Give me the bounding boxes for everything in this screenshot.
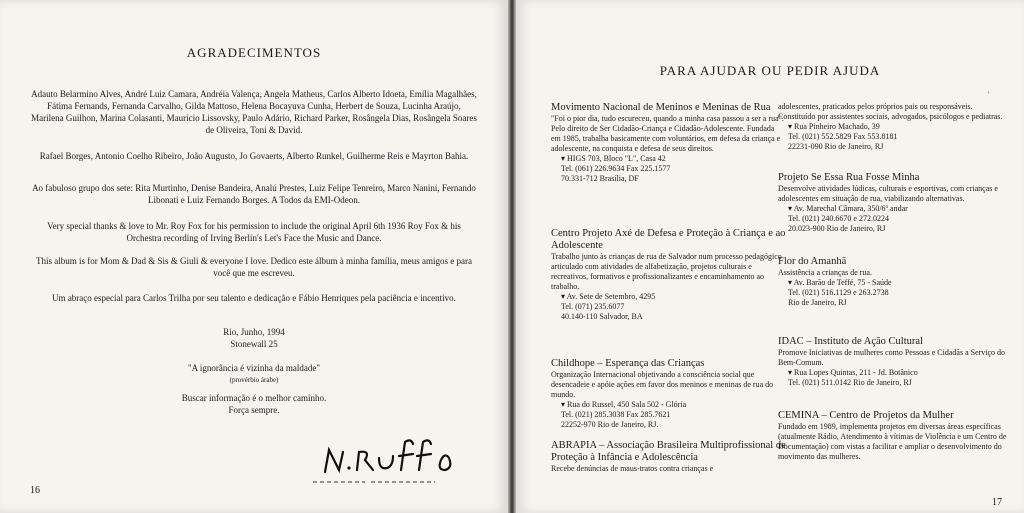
org-address: ▾ Rua Lopes Quintas, 211 - Jd. Botânico	[788, 368, 918, 377]
date-block	[30, 326, 478, 350]
org-name: Movimento Nacional de Meninos e Meninas de Rua	[551, 102, 771, 113]
left-page	[0, 0, 508, 513]
org-description: Recebe denúncias de maus-tratos contra crianças e	[551, 464, 714, 473]
org-description: Desenvolve atividades lúdicas, culturais e esportivas, com crianças e adolescentes em situação de rua, viabilizando alternativas.	[778, 184, 998, 203]
info-line: Buscar informação é o melhor caminho.	[181, 393, 327, 403]
org-city: 20.023-900 Rio de Janeiro, RJ	[788, 224, 886, 233]
org-address: ▾ Rua do Russel, 450 Sala 502 - Glória	[561, 400, 687, 409]
org-description: Organização Internacional objetivando a consciência social que desencadeie e apóie ações em favor dos meninos e meninas de rua do mundo.	[551, 370, 774, 399]
org-entry	[551, 228, 786, 322]
org-city: 70.331-712 Brasília, DF	[561, 174, 639, 183]
org-name: ABRAPIA – Associação Brasileira Multiprofissional de Proteção à Infância e Adolescência	[551, 440, 786, 463]
org-description: "Foi o pior dia, tudo escureceu, quando a minha casa passou a ser a rua". Pelo direito de Ser Cidadão-Criança e Cidadão-Adolescente. Fundada em 1985, trabalha basicamente com voluntários, em defesa da criança e adolescente, na conquista e defesa de seus direitos.	[551, 114, 784, 153]
org-description: Trabalho junto às crianças de rua de Salvador num processo pedagógico articulado com atividades de alfabetização, projetos culturais e recreativos, formativos e profissionalizantes e encaminhamento ao trabalho.	[551, 252, 782, 291]
help-title: PARA AJUDAR OU PEDIR AJUDA	[659, 63, 881, 78]
handwritten-signature	[305, 430, 485, 490]
quote-block	[30, 362, 478, 386]
org-entry	[551, 102, 786, 184]
org-phone: Tel. (061) 226.9634 Fax 225.1577	[561, 164, 671, 173]
org-city: Rio de Janeiro, RJ	[788, 298, 847, 307]
info-line: Força sempre.	[228, 405, 280, 415]
stray-mark: '	[987, 90, 989, 100]
org-entry	[778, 256, 1010, 308]
org-phone: Tel. (071) 235.6077	[561, 302, 625, 311]
org-name: CEMINA – Centro de Projetos da Mulher	[778, 410, 954, 421]
ack-paragraph: This album is for Mom & Dad & Sis & Giuli & everyone I love. Dedico este álbum à minha família, meus amigos e para você que me escreveu.	[36, 256, 472, 278]
right-page	[516, 0, 1024, 513]
ack-paragraph: Adauto Belarmino Alves, André Luiz Camara, Andréia Valença, Angela Matheus, Carlos Alberto Idoeta, Emília Magalhães, Fátima Fernands, Fernanda Carvalho, Gilda Mattoso, Helena Bocayuva Cunha, Herbert de Souza, Lucinha Araújo, Marilena Guilhon, Marina Colasanti, Maurício Lissovsky, Paulo Adário, Richard Parker, Rosângela Dias, Rosângela Soares de Oliveira, Toni & David.	[31, 89, 477, 135]
page-number: 16	[30, 485, 40, 496]
org-phone: Tel. (021) 552.5829 Fax 553.8181	[788, 132, 898, 141]
org-entry	[778, 172, 1010, 234]
org-entry-continued	[778, 102, 1010, 152]
org-address: ▾ HIGS 703, Bloco "L", Casa 42	[561, 154, 666, 163]
org-description: adolescentes, praticados pelos próprios pais ou responsáveis. Constituído por assistentes sociais, advogados, psicólogos e pediatras.	[778, 102, 1003, 121]
info-block	[30, 392, 478, 416]
org-city: 22252-970 Rio de Janeiro, RJ.	[561, 420, 659, 429]
org-address: ▾ Av. Barão de Teffé, 75 - Saúde	[788, 278, 892, 287]
org-name: Childhope – Esperança das Crianças	[551, 358, 705, 369]
org-city: 22231-090 Rio de Janeiro, RJ	[788, 142, 884, 151]
org-address: ▾ Rua Pinheiro Machado, 39	[788, 122, 880, 131]
org-city: 40.140-110 Salvador, BA	[561, 312, 643, 321]
quote-source: (provérbio árabe)	[229, 376, 279, 384]
org-address: ▾ Av. Marechal Câmara, 350/6º andar	[788, 204, 908, 213]
org-entry	[778, 336, 1010, 388]
org-phone: Tel. (021) 511.0142 Rio de Janeiro, RJ	[788, 378, 912, 387]
ack-paragraph: Very special thanks & love to Mr. Roy Fox for his permission to include the original April 6th 1936 Roy Fox & his Orchestra recording of Irving Berlin's Let's Face the Music and Dance.	[47, 221, 461, 243]
org-phone: Tel. (021) 240.6670 e 272.0224	[788, 214, 889, 223]
quote-text: "A ignorância é vizinha da maldade"	[187, 363, 321, 373]
date-line: Rio, Junho, 1994	[223, 327, 285, 337]
org-description: Assistência a crianças de rua.	[778, 268, 872, 277]
page-number: 17	[992, 497, 1002, 508]
org-description: Promove Iniciativas de mulheres como Pessoas e Cidadãs a Serviço do Bem-Comum.	[778, 348, 1006, 367]
org-description: Fundado em 1989, implementa projetos em diversas áreas específicas (atualmente Rádio, Atendimento à vítimas de Violência e um Centro de Documentação) com vistas a facilitar e ampliar o desenvolvimento do movimento das mulheres.	[778, 422, 1007, 461]
org-entry	[551, 358, 786, 430]
org-address: ▾ Av. Sete de Setembro, 4295	[561, 292, 656, 301]
spine-gutter	[508, 0, 516, 513]
org-name: Projeto Se Essa Rua Fosse Minha	[778, 172, 920, 183]
acknowledgements-title: AGRADECIMENTOS	[186, 45, 322, 60]
ack-paragraph: Um abraço especial para Carlos Trilha por seu talento e dedicação e Fábio Henriques pela paciência e incentivo.	[52, 293, 456, 303]
org-name: Centro Projeto Axé de Defesa e Proteção à Criança e ao Adolescente	[551, 228, 786, 251]
ack-paragraph: Ao fabuloso grupo dos sete: Rita Murtinho, Denise Bandeira, Analú Prestes, Luiz Felipe Tenreiro, Marco Nanini, Fernando Libonati e Luiz Fernando Borges. A Todos da EMI-Odeon.	[32, 183, 476, 205]
stonewall-line: Stonewall 25	[230, 339, 278, 349]
org-entry	[551, 440, 786, 474]
org-phone: Tel. (021) 285.3038 Fax 285.7621	[561, 410, 671, 419]
ack-paragraph: Rafael Borges, Antonio Coelho Ribeiro, João Augusto, Jo Govaerts, Alberto Runkel, Guilherme Reis e Mayrton Bahia.	[39, 151, 469, 161]
org-name: Flor do Amanhã	[778, 256, 847, 267]
org-phone: Tel. (021) 516.1129 e 263.2738	[788, 288, 889, 297]
org-name: IDAC – Instituto de Ação Cultural	[778, 336, 923, 347]
org-entry	[778, 410, 1010, 462]
